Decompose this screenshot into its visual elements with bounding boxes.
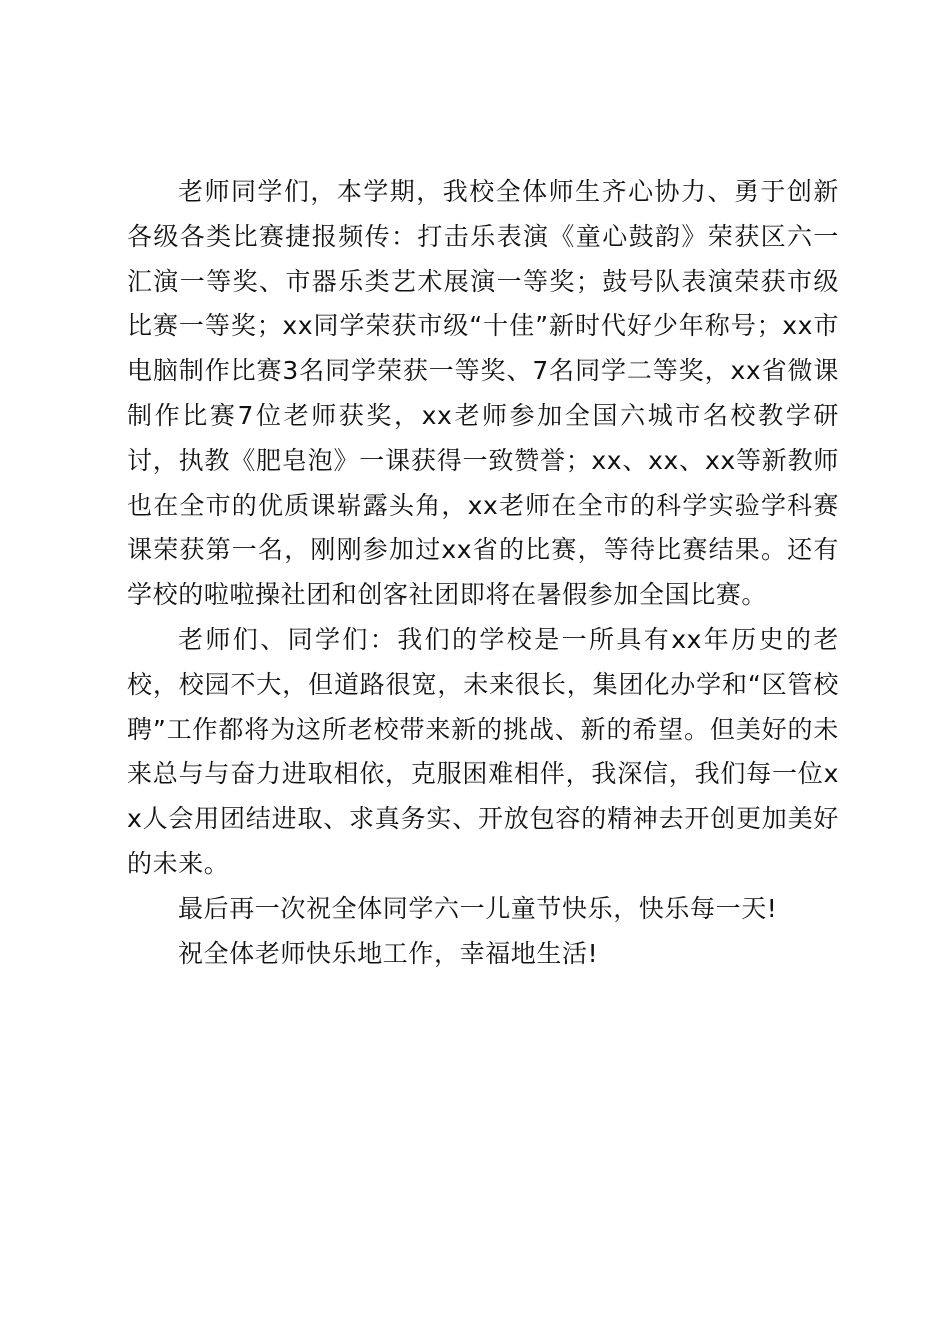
paragraph-school-future: 老师们、同学们：我们的学校是一所具有xx年历史的老校，校园不大，但道路很宽，未来很长，集团化办学和“区管校聘”工作都将为这所老校带来新的挑战、新的希望。但美好的未来总与与奋力进取相依，克服困难相伴，我深信，我们每一位xx人会用团结进取、求真务实、开放包容的精神去开创更加美好的未来。	[127, 624, 839, 878]
paragraph-wish-students: 最后再一次祝全体同学六一儿童节快乐，快乐每一天!	[178, 893, 778, 923]
document-body	[127, 170, 839, 976]
paragraph-wish-teachers: 祝全体老师快乐地工作，幸福地生活!	[178, 938, 599, 968]
paragraph-achievements: 老师同学们，本学期，我校全体师生齐心协力、勇于创新各级各类比赛捷报频传：打击乐表演《童心鼓韵》荣获区六一汇演一等奖、市器乐类艺术展演一等奖；鼓号队表演荣获市级比赛一等奖；xx同学荣获市级“十佳”新时代好少年称号；xx市电脑制作比赛3名同学荣获一等奖、7名同学二等奖，xx省微课制作比赛7位老师获奖，xx老师参加全国六城市名校教学研讨，执教《肥皂泡》一课获得一致赞誉；xx、xx、xx等新教师也在全市的优质课崭露头角，xx老师在全市的科学实验学科赛课荣获第一名，刚刚参加过xx省的比赛，等待比赛结果。还有学校的啦啦操社团和创客社团即将在暑假参加全国比赛。	[127, 177, 839, 610]
